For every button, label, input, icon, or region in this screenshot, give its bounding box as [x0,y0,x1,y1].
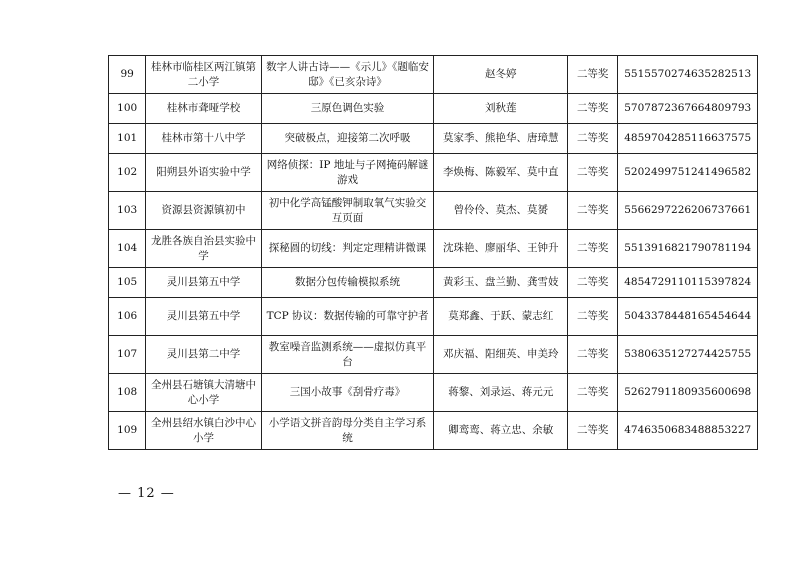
cell-authors: 蒋黎、刘录运、蒋元元 [434,374,567,412]
cell-no: 105 [109,268,146,298]
cell-award: 二等奖 [567,56,618,94]
cell-code: 5707872367664809793 [618,94,758,124]
cell-school: 桂林市临桂区两江镇第二小学 [146,56,261,94]
cell-code: 4859704285116637575 [618,124,758,154]
cell-school: 灵川县第二中学 [146,336,261,374]
cell-authors: 莫家季、熊艳华、唐璋慧 [434,124,567,154]
cell-work: 教室噪音监测系统——虚拟仿真平台 [261,336,434,374]
cell-work: 数字人讲古诗——《示儿》《题临安邸》《已亥杂诗》 [261,56,434,94]
cell-school: 全州县石塘镇大清塘中心小学 [146,374,261,412]
cell-work: 探秘圆的切线：判定定理精讲微课 [261,230,434,268]
cell-school: 灵川县第五中学 [146,298,261,336]
cell-code: 4746350683488853227 [618,412,758,450]
cell-authors: 曾伶伶、莫杰、莫赟 [434,192,567,230]
awards-table [108,55,758,450]
cell-award: 二等奖 [567,336,618,374]
cell-code: 5202499751241496582 [618,154,758,192]
table-row [109,192,758,230]
cell-award: 二等奖 [567,124,618,154]
cell-school: 灵川县第五中学 [146,268,261,298]
cell-code: 5513916821790781194 [618,230,758,268]
cell-code: 5043378448165454644 [618,298,758,336]
cell-no: 102 [109,154,146,192]
cell-no: 100 [109,94,146,124]
table-row [109,124,758,154]
cell-work: 三国小故事《刮骨疗毒》 [261,374,434,412]
cell-no: 108 [109,374,146,412]
cell-work: 三原色调色实验 [261,94,434,124]
cell-no: 101 [109,124,146,154]
table-row [109,268,758,298]
cell-school: 阳朔县外语实验中学 [146,154,261,192]
cell-authors: 沈珠艳、廖丽华、王钟升 [434,230,567,268]
cell-work: 网络侦探：IP 地址与子网掩码解谜游戏 [261,154,434,192]
cell-award: 二等奖 [567,154,618,192]
cell-school: 桂林市聋哑学校 [146,94,261,124]
cell-no: 104 [109,230,146,268]
table-row [109,374,758,412]
table-row [109,230,758,268]
awards-table-body [109,56,758,450]
cell-award: 二等奖 [567,192,618,230]
cell-work: 数据分包传输模拟系统 [261,268,434,298]
cell-no: 109 [109,412,146,450]
cell-school: 全州县绍水镇白沙中心小学 [146,412,261,450]
cell-authors: 黄彩玉、盘兰勤、龚雪妓 [434,268,567,298]
cell-work: 初中化学高锰酸钾制取氧气实验交互页面 [261,192,434,230]
cell-authors: 莫郑鑫、于跃、蒙志红 [434,298,567,336]
cell-code: 5515570274635282513 [618,56,758,94]
cell-no: 103 [109,192,146,230]
cell-work: TCP 协议：数据传输的可靠守护者 [261,298,434,336]
cell-code: 4854729110115397824 [618,268,758,298]
table-row [109,412,758,450]
table-row [109,154,758,192]
cell-award: 二等奖 [567,374,618,412]
cell-school: 龙胜各族自治县实验中学 [146,230,261,268]
cell-authors: 赵冬婷 [434,56,567,94]
table-row [109,56,758,94]
table-row [109,336,758,374]
table-row [109,94,758,124]
cell-award: 二等奖 [567,298,618,336]
cell-award: 二等奖 [567,94,618,124]
cell-award: 二等奖 [567,412,618,450]
table-row [109,298,758,336]
cell-school: 桂林市第十八中学 [146,124,261,154]
cell-award: 二等奖 [567,230,618,268]
cell-authors: 邓庆福、阳细英、申美玲 [434,336,567,374]
cell-work: 小学语文拼音韵母分类自主学习系统 [261,412,434,450]
cell-school: 资源县资源镇初中 [146,192,261,230]
cell-authors: 李焕梅、陈毅军、莫中直 [434,154,567,192]
cell-authors: 刘秋莲 [434,94,567,124]
cell-work: 突破极点，迎接第二次呼吸 [261,124,434,154]
cell-award: 二等奖 [567,268,618,298]
cell-code: 5566297226206737661 [618,192,758,230]
page-number: — 12 — [118,486,175,501]
cell-no: 106 [109,298,146,336]
cell-no: 107 [109,336,146,374]
cell-no: 99 [109,56,146,94]
cell-code: 5262791180935600698 [618,374,758,412]
cell-code: 5380635127274425755 [618,336,758,374]
cell-authors: 卿鸾鸾、蒋立忠、余敏 [434,412,567,450]
